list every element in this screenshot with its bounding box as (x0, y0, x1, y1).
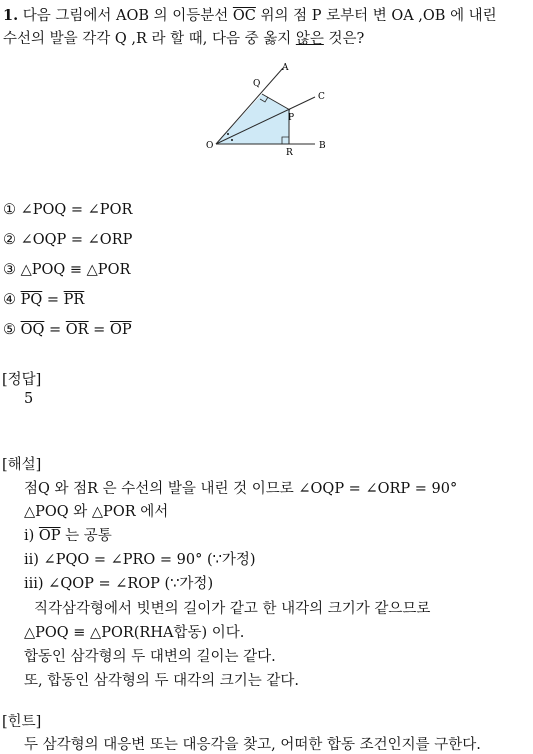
question-number: 1. (3, 7, 19, 24)
segment-oq: $\overline{OQ}$ (20, 322, 45, 338)
solution-line: 점Q 와 점R 은 수선의 발을 내린 것 이므로 ∠OQP = ∠ORP = 90° (24, 481, 458, 497)
label-q: Q (253, 79, 261, 89)
answer-value: 5 (24, 391, 34, 407)
label-p: P (288, 113, 295, 123)
choice-5[interactable] (3, 322, 132, 338)
choice-number: ① (3, 202, 16, 218)
choice-text: ∠OQP = ∠ORP (20, 232, 133, 248)
label-b: B (319, 141, 326, 151)
choice-1[interactable] (3, 202, 132, 218)
question-text-part: 수선의 발을 각각 Q ,R 라 할 때, 다음 중 옳지 (3, 31, 292, 47)
hint-text: 두 삼각형의 대응변 또는 대응각을 찾고, 어떠한 합동 조건인지를 구한다. (24, 737, 481, 753)
roman-numeral: ⅰ) (24, 528, 35, 544)
equals-sign: = (88, 322, 110, 338)
solution-line: ⅲ) ∠QOP = ∠ROP (∵가정) (24, 576, 214, 592)
solution-line: △POQ ≡ △POR(RHA합동) 이다. (24, 625, 245, 641)
segment-or: $\overline{OR}$ (65, 322, 89, 338)
choice-number: ② (3, 232, 16, 248)
angle-bisector-figure (200, 58, 340, 158)
answer-label: [정답] (2, 372, 42, 388)
choice-text: △POQ ≡ △POR (20, 262, 131, 278)
segment-oc: $\overline{OC}$ (232, 8, 256, 24)
question-text-part: 위의 점 P 로부터 변 OA ,OB 에 내린 (260, 8, 497, 24)
segment-pr: $\overline{PR}$ (63, 292, 85, 308)
choice-text: ∠POQ = ∠POR (20, 202, 133, 218)
segment-pq: $\overline{PQ}$ (20, 292, 43, 308)
equals-sign: = (44, 322, 66, 338)
solution-line (24, 524, 112, 545)
solution-line: 또, 합동인 삼각형의 두 대각의 크기는 같다. (24, 673, 299, 689)
choice-number: ⑤ (3, 322, 16, 338)
solution-text: 는 공통 (65, 528, 112, 544)
choice-2[interactable] (3, 232, 132, 248)
question-text-part: 것은? (328, 31, 365, 47)
solution-line: ⅱ) ∠PQO = ∠PRO = 90° (∵가정) (24, 552, 256, 568)
choice-4[interactable] (3, 292, 84, 308)
solution-line: 합동인 삼각형의 두 대변의 길이는 같다. (24, 649, 276, 665)
solution-label: [해설] (2, 457, 42, 473)
label-o: O (206, 141, 214, 151)
segment-op: $\overline{OP}$ (109, 322, 132, 338)
solution-line: △POQ 와 △POR 에서 (24, 504, 169, 520)
choice-number: ④ (3, 292, 16, 308)
choice-number: ③ (3, 262, 16, 278)
question-line-1 (3, 4, 497, 25)
hint-label: [힌트] (2, 714, 42, 730)
label-c: C (318, 92, 325, 102)
angle-dot (231, 139, 233, 141)
equals-sign: = (42, 292, 64, 308)
segment-op: $\overline{OP}$ (38, 528, 61, 544)
question-line-2 (3, 27, 364, 48)
label-r: R (286, 148, 293, 158)
question-text-part: 다음 그림에서 AOB 의 이등분선 (22, 8, 229, 24)
label-a: A (282, 63, 289, 73)
choice-3[interactable] (3, 262, 130, 278)
angle-dot (227, 133, 229, 135)
underlined-not: 않은 (295, 31, 324, 47)
solution-line: 직각삼각형에서 빗변의 길이가 같고 한 내각의 크기가 같으므로 (34, 601, 431, 617)
